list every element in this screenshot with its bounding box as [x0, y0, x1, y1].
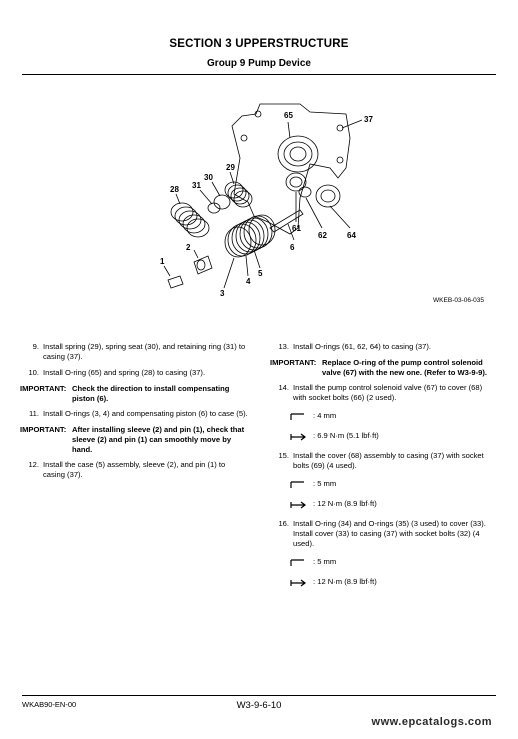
step-text: Install the case (5) assembly, sleeve (2), and pin (1) to casing (37). — [43, 460, 226, 479]
step-14: 14. Install the pump control solenoid valve (67) to cover (68) with socket bolts (66) (2 used). — [278, 383, 483, 402]
step-16: 16. Install O-ring (34) and O-rings (35) (3 used) to cover (33). Install cover (33) to casing (37) with socket bolts (32) (4 used). — [278, 519, 486, 548]
casing-bolt-hole — [337, 157, 343, 163]
torque-wrench-icon — [290, 433, 306, 441]
port-oring-61 — [286, 173, 306, 191]
figure-label: 64 — [347, 231, 356, 240]
step-text: Install O-ring (34) and O-rings (35) (3 used) to cover (33). Install cover (33) to casing (37) with socket bolts (32) (4 used). — [293, 519, 486, 548]
important-note: IMPORTANT: Replace O-ring of the pump control solenoid valve (67) with the new one. (Refer to W3-9-9). — [270, 358, 487, 377]
left-column — [20, 342, 248, 486]
document-code: WKAB90-EN-00 — [22, 700, 77, 709]
watermark: www.epcatalogs.com — [371, 716, 492, 728]
hex-wrench-icon — [290, 559, 306, 567]
casing-37-outline — [232, 104, 350, 234]
hex-wrench-icon — [290, 413, 306, 421]
hex-wrench-icon — [290, 481, 306, 489]
figure-label: 5 — [258, 269, 263, 278]
pump-device-exploded-figure — [150, 98, 470, 308]
wrench-size-spec: : 4 mm — [270, 411, 492, 421]
wrench-size-spec: : 5 mm — [270, 479, 492, 489]
footer-divider — [22, 695, 496, 696]
page-subtitle: Group 9 Pump Device — [207, 58, 311, 69]
casing-bolt-hole — [241, 135, 247, 141]
figure-label: 1 — [160, 257, 165, 266]
figure-label: 29 — [226, 163, 235, 172]
torque-wrench-icon — [290, 579, 306, 587]
step-9: 9. Install spring (29), spring seat (30), and retaining ring (31) to casing (37). — [32, 342, 246, 361]
step-13: 13. Install O-rings (61, 62, 64) to casing (37). — [278, 342, 432, 351]
step-11: 11. Install O-rings (3, 4) and compensating piston (6) to case (5). — [29, 409, 248, 418]
case-5 — [225, 215, 275, 257]
figure-label: 30 — [204, 173, 213, 182]
spring-28 — [171, 203, 209, 237]
important-note: IMPORTANT: Check the direction to install compensating piston (6). — [20, 384, 230, 403]
figure-code: WKEB-03-06-035 — [433, 297, 484, 304]
figure-label: 65 — [284, 111, 293, 120]
figure-label: 31 — [192, 181, 201, 190]
pin-1 — [168, 276, 183, 288]
figure-label: 2 — [186, 243, 191, 252]
figure-label: 62 — [318, 231, 327, 240]
header-divider — [22, 74, 496, 75]
step-text: Install O-ring (65) and spring (28) to casing (37). — [43, 368, 206, 377]
step-text: Install spring (29), spring seat (30), and retaining ring (31) to casing (37). — [43, 342, 246, 361]
wrench-size-spec: : 5 mm — [270, 557, 492, 567]
step-text: Install the pump control solenoid valve (67) to cover (68) with socket bolts (66) (2 used). — [293, 383, 483, 402]
page-title: SECTION 3 UPPERSTRUCTURE — [169, 38, 349, 50]
torque-wrench-icon — [290, 501, 306, 509]
figure-label: 4 — [246, 277, 251, 286]
figure-label: 6 — [290, 243, 295, 252]
right-column — [270, 342, 492, 597]
step-text: Install O-rings (3, 4) and compensating piston (6) to case (5). — [43, 409, 248, 418]
figure-label: 37 — [364, 115, 373, 124]
port-oring-62 — [299, 187, 311, 197]
figure-label: 3 — [220, 289, 225, 298]
port-oring-64 — [316, 185, 340, 207]
important-note: IMPORTANT: After installing sleeve (2) and pin (1), check that sleeve (2) and pin (1) can smoothly move by hand. — [20, 425, 245, 454]
step-15: 15. Install the cover (68) assembly to casing (37) with socket bolts (69) (4 used). — [278, 451, 484, 470]
spring-seat-30 — [214, 195, 230, 209]
figure-label: 61 — [292, 224, 301, 233]
figure-label: 28 — [170, 185, 179, 194]
step-12: 12. Install the case (5) assembly, sleeve (2), and pin (1) to casing (37). — [28, 460, 226, 479]
step-10: 10. Install O-ring (65) and spring (28) to casing (37). — [28, 368, 206, 377]
torque-spec: : 12 N·m (8.9 lbf·ft) — [270, 499, 492, 509]
spring-29 — [225, 182, 252, 207]
step-text: Install O-rings (61, 62, 64) to casing (37). — [293, 342, 432, 351]
page-number: W3-9-6-10 — [236, 700, 282, 711]
torque-spec: : 12 N·m (8.9 lbf·ft) — [270, 577, 492, 587]
torque-spec: : 6.9 N·m (5.1 lbf·ft) — [270, 431, 492, 441]
step-text: Install the cover (68) assembly to casing (37) with socket bolts (69) (4 used). — [293, 451, 484, 470]
